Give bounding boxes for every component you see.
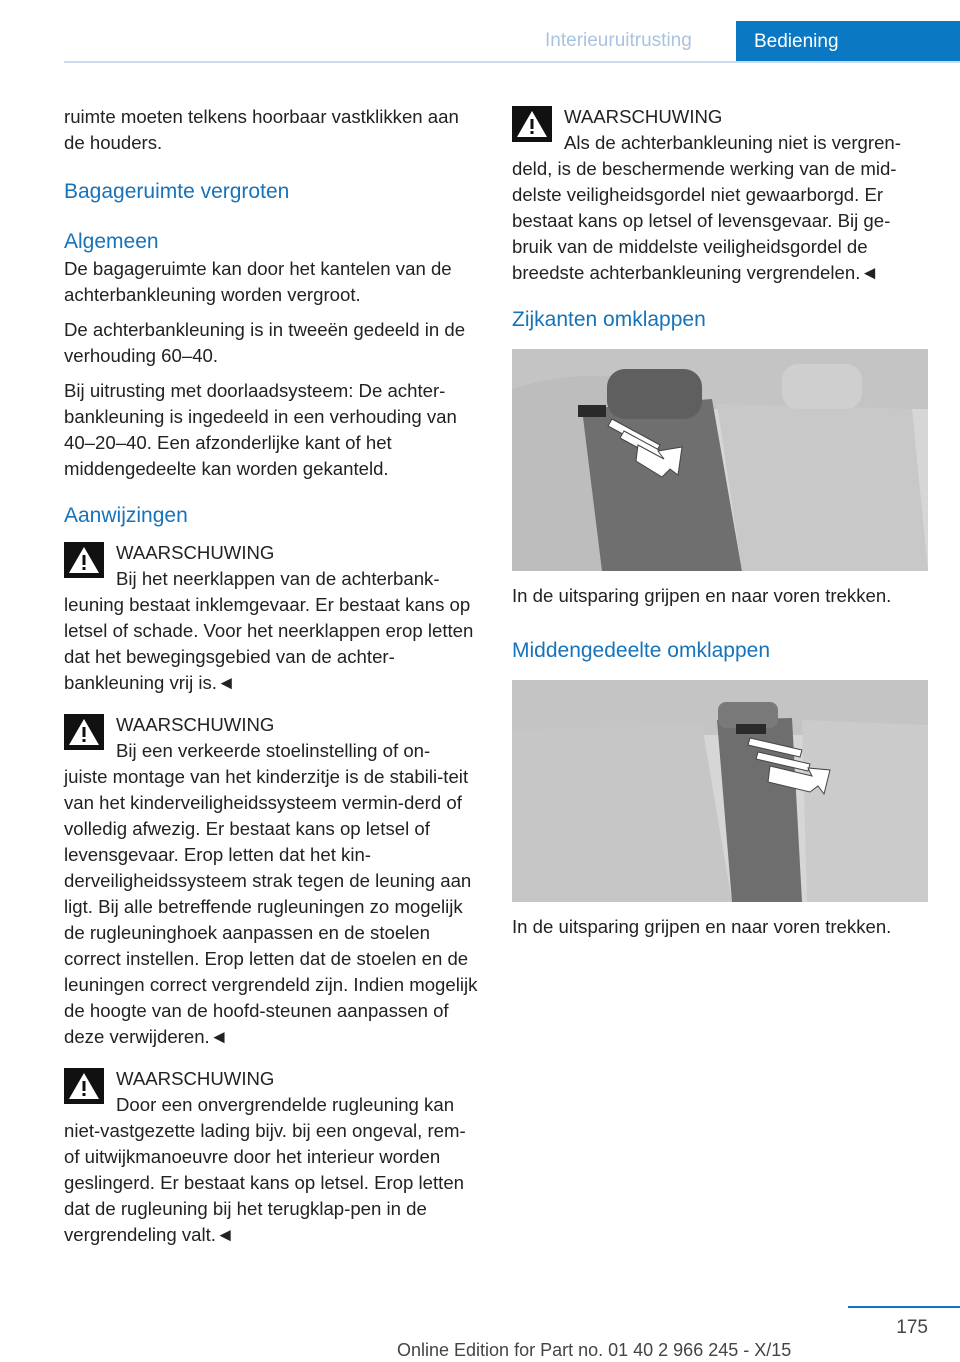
edition-footer: Online Edition for Part no. 01 40 2 966 245 - X/15: [397, 1340, 792, 1360]
warning-icon: [64, 542, 104, 578]
warning-block-1: [64, 540, 478, 696]
warning-text-first: Bij het neerklappen van de achterbank‐: [116, 568, 440, 589]
warning-text-first: Bij een verkeerde stoelinstelling of on‐: [116, 740, 431, 761]
warning-title: WAARSCHUWING: [116, 714, 275, 735]
header-rule: [64, 61, 960, 63]
warning-block-3: [64, 1066, 478, 1248]
heading-aanwijzingen: Aanwijzingen: [64, 504, 188, 527]
warning-title: WAARSCHUWING: [116, 542, 275, 563]
footer-rule: [848, 1306, 960, 1308]
warning-text-first: Door een onvergrendelde rugleuning kan: [116, 1094, 455, 1115]
heading-middengedeelte-omklappen: Middengedeelte omklappen: [512, 639, 771, 662]
warning-text-rest: niet-vastgezette lading bijv. bij een ongeval, rem- of uitwijkmanoeuvre door het interieur worden geslingerd. Er bestaat kans op letsel. Erop letten dat de rugleuning bij het terugklap‐pen in de vergrendeling valt.◄: [64, 1120, 466, 1245]
warning-icon: [64, 1068, 104, 1104]
warning-title: WAARSCHUWING: [116, 1068, 275, 1089]
paragraph-3: Bij uitrusting met doorlaadsysteem: De achter‐bankleuning is ingedeeld in een verhouding van 40–20–40. Een afzonderlijke kant of het middengedeelte kan worden gekanteld.: [64, 380, 457, 479]
warning-text-rest: deld, is de beschermende werking van de mid‐delste veiligheidsgordel niet gewaarborgd. Er bestaat kans op letsel of levensgevaar. Bij ge‐bruik van de middelste veiligheidsgordel de breedste achterbankleuning vergrendelen.◄: [512, 158, 897, 283]
heading-zijkanten-omklappen: Zijkanten omklappen: [512, 308, 706, 331]
page-number: 175: [896, 1317, 928, 1338]
intro-text: ruimte moeten telkens hoorbaar vastklikken aan de houders.: [64, 106, 459, 153]
header-section-title: Interieuruitrusting: [545, 30, 692, 51]
heading-bagageruimte-vergroten: Bagageruimte vergroten: [64, 180, 290, 203]
caption-side-fold: In de uitsparing grijpen en naar voren trekken.: [512, 585, 892, 606]
photo-seat-side-fold: [512, 349, 928, 571]
warning-block-2: [64, 712, 478, 1050]
paragraph-1: De bagageruimte kan door het kantelen van de achterbankleuning worden vergroot.: [64, 258, 452, 305]
caption-middle-fold: In de uitsparing grijpen en naar voren trekken.: [512, 916, 892, 937]
paragraph-2: De achterbankleuning is in tweeën gedeeld in de verhouding 60–40.: [64, 319, 466, 366]
right-column: [512, 104, 928, 940]
warning-title: WAARSCHUWING: [564, 106, 723, 127]
left-column: [64, 104, 478, 1248]
warning-text-first: Als de achterbankleuning niet is vergren‐: [564, 132, 901, 153]
warning-icon: [64, 714, 104, 750]
warning-text-rest: leuning bestaat inklemgevaar. Er bestaat kans op letsel of schade. Voor het neerklappen erop letten dat het bewegingsgebied van de achter‐bankleuning vrij is.◄: [64, 594, 474, 693]
warning-block-4: [512, 104, 928, 286]
header-tab-bediening: Bediening: [736, 21, 960, 63]
heading-algemeen: Algemeen: [64, 230, 159, 253]
warning-icon: [512, 106, 552, 142]
warning-text-rest: juiste montage van het kinderzitje is de stabili‐teit van het kinderveiligheidssysteem vermin‐derd of volledig afwezig. Er bestaat kans op letsel of levensgevaar. Erop letten dat het kin‐derveiligheidssysteem strak tegen de leuning aan ligt. Bij alle betreffende rugleuningen zo mogelijk de rugleuninghoek aanpassen en de stoelen correct instellen. Erop letten dat de stoelen en de leuningen correct vergrendeld zijn. Indien mogelijk de hoogte van de hoofd‐steunen aanpassen of deze verwijderen.◄: [64, 766, 478, 1047]
photo-seat-middle-fold: [512, 680, 928, 902]
